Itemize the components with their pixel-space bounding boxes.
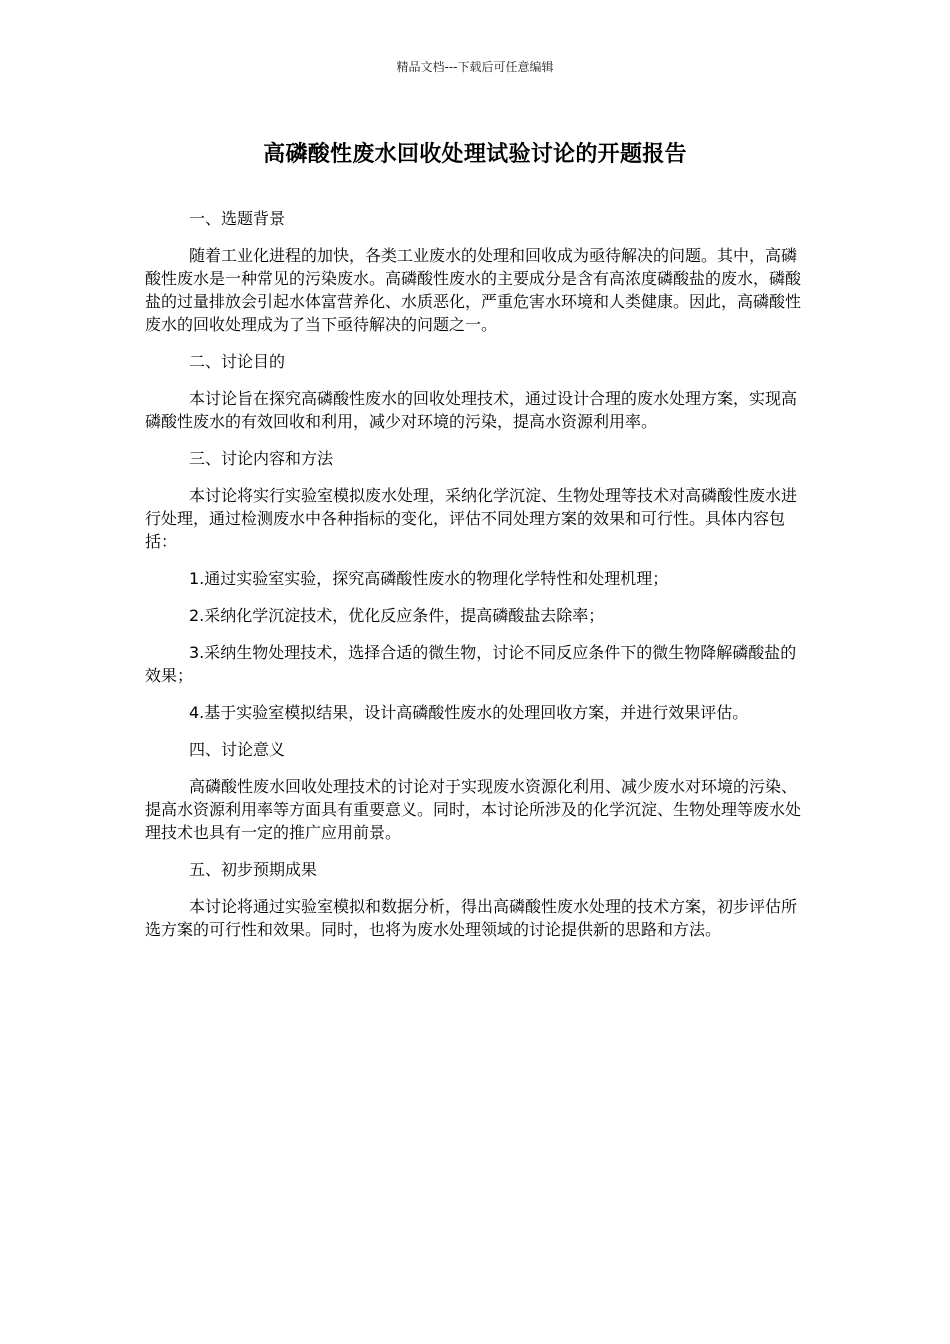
paragraph-expected-results: 本讨论将通过实验室模拟和数据分析，得出高磷酸性废水处理的技术方案，初步评估所选方案的可行性和效果。同时，也将为废水处理领域的讨论提供新的思路和方法。 — [145, 897, 798, 939]
list-item-2: 2.采纳化学沉淀技术，优化反应条件，提高磷酸盐去除率； — [189, 606, 605, 625]
paragraph-background: 随着工业化进程的加快，各类工业废水的处理和回收成为亟待解决的问题。其中，高磷酸性废水是一种常见的污染废水。高磷酸性废水的主要成分是含有高浓度磷酸盐的废水，磷酸盐的过量排放会引起水体富营养化、水质恶化，严重危害水环境和人类健康。因此，高磷酸性废水的回收处理成为了当下亟待解决的问题之一。 — [145, 246, 802, 334]
paragraph-purpose: 本讨论旨在探究高磷酸性废水的回收处理技术，通过设计合理的废水处理方案，实现高磷酸性废水的有效回收和利用，减少对环境的污染，提高水资源利用率。 — [145, 389, 798, 431]
list-item-4: 4.基于实验室模拟结果，设计高磷酸性废水的处理回收方案，并进行效果评估。 — [189, 703, 749, 722]
section-heading-expected-results: 五、初步预期成果 — [189, 860, 318, 879]
section-heading-background: 一、选题背景 — [189, 209, 286, 228]
list-item-1: 1.通过实验室实验，探究高磷酸性废水的物理化学特性和处理机理； — [189, 569, 669, 588]
document-body — [145, 207, 809, 955]
paragraph-significance: 高磷酸性废水回收处理技术的讨论对于实现废水资源化利用、减少废水对环境的污染、提高水资源利用率等方面具有重要意义。同时，本讨论所涉及的化学沉淀、生物处理等废水处理技术也具有一定的推广应用前景。 — [145, 777, 802, 842]
section-heading-content-method: 三、讨论内容和方法 — [189, 449, 334, 468]
section-heading-significance: 四、讨论意义 — [189, 740, 286, 759]
page-header: 精品文档---下载后可任意编辑 — [396, 60, 554, 74]
list-item-3: 3.采纳生物处理技术，选择合适的微生物，讨论不同反应条件下的微生物降解磷酸盐的效果； — [145, 643, 797, 685]
paragraph-content-method: 本讨论将实行实验室模拟废水处理，采纳化学沉淀、生物处理等技术对高磷酸性废水进行处理，通过检测废水中各种指标的变化，评估不同处理方案的效果和可行性。具体内容包括： — [145, 486, 798, 551]
document-title: 高磷酸性废水回收处理试验讨论的开题报告 — [263, 142, 687, 167]
section-heading-purpose: 二、讨论目的 — [189, 352, 286, 371]
